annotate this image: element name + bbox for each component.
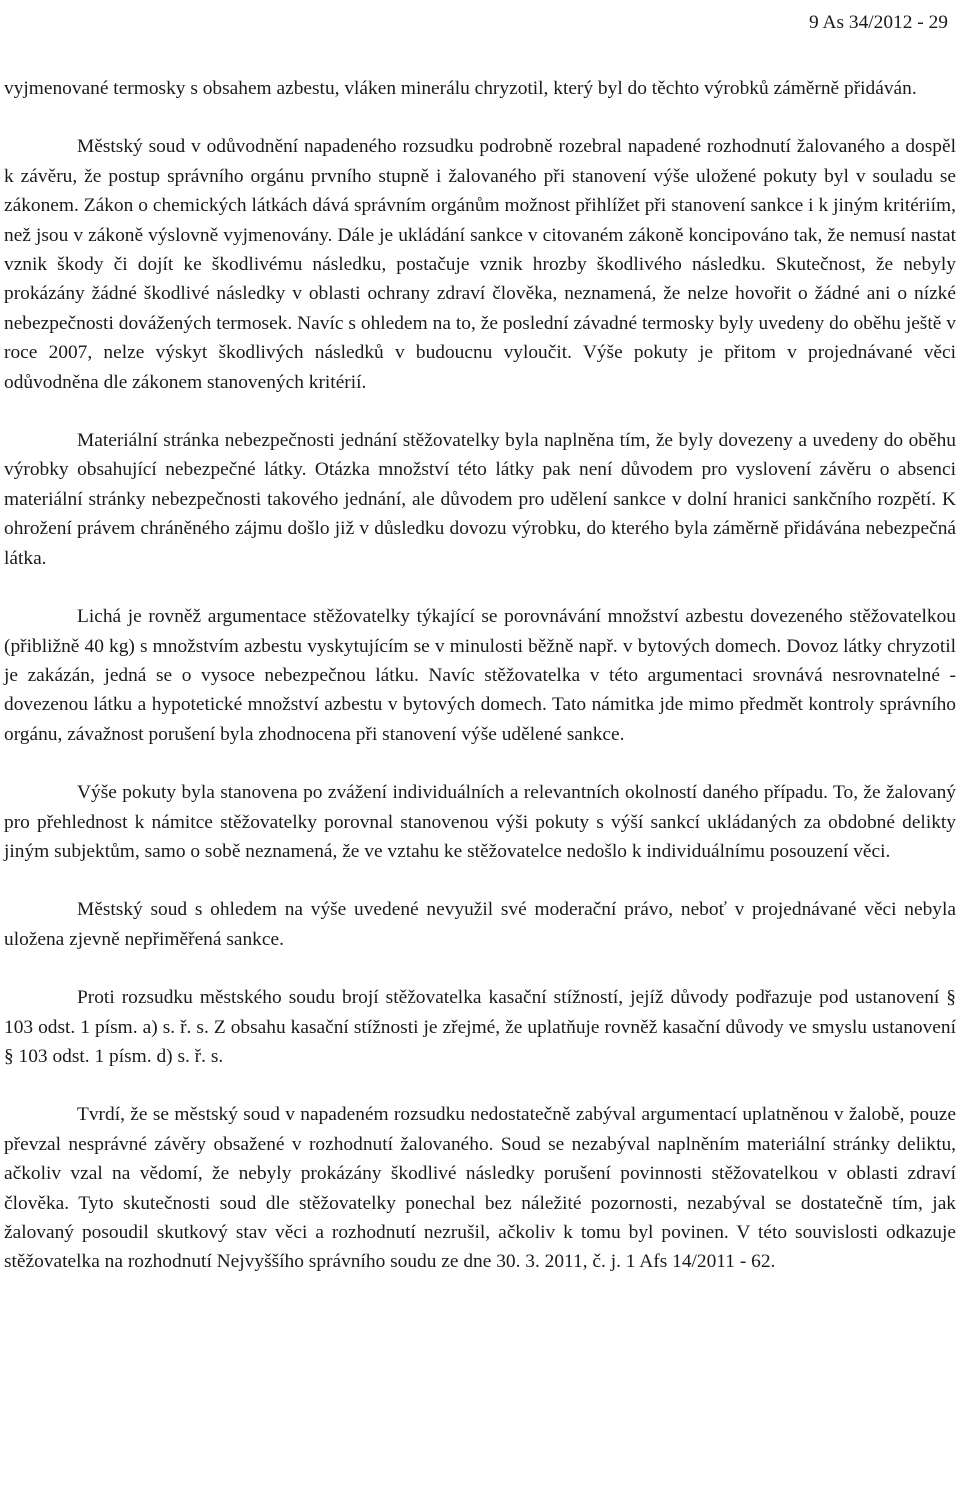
paragraph-6: Městský soud s ohledem na výše uvedené nevyužil své moderační právo, neboť v projednávané věci nebyla uložena zjevně nepřiměřená sankce. bbox=[4, 899, 956, 950]
paragraph-7: Proti rozsudku městského soudu brojí stěžovatelka kasační stížností, jejíž důvody podřazuje pod ustanovení § 103 odst. 1 písm. a) s. ř. s. Z obsahu kasační stížnosti je zřejmé, že uplatňuje rovněž kasační důvody ve smyslu ustanovení § 103 odst. 1 písm. d) s. ř. s. bbox=[4, 987, 956, 1067]
paragraph-2: Městský soud v odůvodnění napadeného rozsudku podrobně rozebral napadené rozhodnutí žalovaného a dospěl k závěru, že postup správního orgánu prvního stupně i žalovaného při stanovení výše uložené pokuty byl v souladu se zákonem. Zákon o chemických látkách dává správním orgánům možnost přihlížet při stanovení sankce i k jiným kritériím, než jsou v zákoně výslovně vyjmenovány. Dále je ukládání sankce v citovaném zákoně koncipováno tak, že nemusí nastat vznik škody či dojít ke škodlivému následku, postačuje vznik hrozby škodlivého následku. Skutečnost, že nebyly prokázány žádné škodlivé následky v oblasti ochrany zdraví člověka, neznamená, že nelze hovořit o žádné ani o nízké nebezpečnosti dovážených termosek. Navíc s ohledem na to, že poslední závadné termosky byly uvedeny do oběhu ještě v roce 2007, nelze výskyt škodlivých následků v budoucnu vyloučit. Výše pokuty je přitom v projednávané věci odůvodněna dle zákonem stanovených kritérií. bbox=[4, 136, 956, 393]
paragraph-8: Tvrdí, že se městský soud v napadeném rozsudku nedostatečně zabýval argumentací uplatněnou v žalobě, pouze převzal nesprávné závěry obsažené v rozhodnutí žalovaného. Soud se nezabýval naplněním materiální stránky deliktu, ačkoliv vzal na vědomí, že nebyly prokázány škodlivé následky porušení povinnosti stěžovatelkou v oblasti zdraví člověka. Tyto skutečnosti soud dle stěžovatelky ponechal bez náležité pozornosti, nezabýval se dostatečně tím, jak žalovaný posoudil skutkový stav věci a rozhodnutí nezrušil, ačkoliv k tomu byl povinen. V této souvislosti odkazuje stěžovatelka na rozhodnutí Nejvyššího správního soudu ze dne 30. 3. 2011, č. j. 1 Afs 14/2011 - 62. bbox=[4, 1104, 956, 1273]
paragraph-4: Lichá je rovněž argumentace stěžovatelky týkající se porovnávání množství azbestu dovezeného stěžovatelkou (přibližně 40 kg) s množstvím azbestu vyskytujícím se v minulosti běžně např. v bytových domech. Dovoz látky chryzotil je zakázán, jedná se o vysoce nebezpečnou látku. Navíc stěžovatelka v této argumentaci srovnává nesrovnatelné - dovezenou látku a hypotetické množství azbestu v bytových domech. Tato námitka jde mimo předmět kontroly správního orgánu, závažnost porušení byla zhodnocena při stanovení výše udělené sankce. bbox=[4, 606, 956, 745]
paragraph-5: Výše pokuty byla stanovena po zvážení individuálních a relevantních okolností daného případu. To, že žalovaný pro přehlednost k námitce stěžovatelky porovnal stanovenou výši pokuty s výší sankcí ukládaných za obdobné delikty jiným subjektům, samo o sobě neznamená, že ve vztahu ke stěžovatelce nedošlo k individuálnímu posouzení věci. bbox=[4, 782, 956, 862]
case-number-header: 9 As 34/2012 - 29 bbox=[809, 12, 948, 33]
paragraph-3: Materiální stránka nebezpečnosti jednání stěžovatelky byla naplněna tím, že byly dovezeny a uvedeny do oběhu výrobky obsahující nebezpečné látky. Otázka množství této látky pak není důvodem pro vyslovení závěru o absenci materiální stránky nebezpečnosti takového jednání, ale důvodem pro udělení sankce v dolní hranici sankčního rozpětí. K ohrožení právem chráněného zájmu došlo již v důsledku dovozu výrobku, do kterého byla záměrně přidávána nebezpečná látka. bbox=[4, 430, 956, 569]
paragraph-1: vyjmenované termosky s obsahem azbestu, vláken minerálu chryzotil, který byl do těchto výrobků záměrně přidáván. bbox=[4, 78, 917, 99]
